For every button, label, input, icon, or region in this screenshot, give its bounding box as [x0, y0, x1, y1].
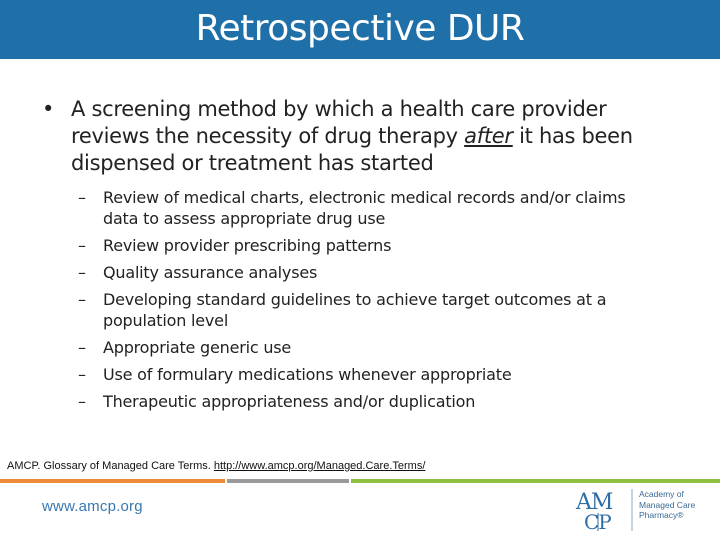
amcp-logo — [574, 487, 714, 533]
slide-title: Retrospective DUR — [195, 7, 525, 49]
footer-stripe-orange — [0, 479, 225, 483]
sub-bullet — [78, 289, 628, 331]
logo-line: Academy of — [639, 489, 684, 499]
sub-bullet — [78, 337, 628, 358]
sub-bullet — [78, 262, 628, 283]
main-bullet — [42, 96, 671, 177]
citation-text: AMCP. Glossary of Managed Care Terms. — [7, 460, 214, 472]
sub-bullet-text: Developing standard guidelines to achieve target outcomes at a population level — [103, 290, 607, 330]
dash-marker: – — [78, 236, 86, 255]
logo-mark-bottom: CP — [584, 510, 611, 533]
title-bar — [0, 0, 720, 59]
citation — [7, 460, 425, 472]
dash-marker: – — [78, 290, 86, 309]
dash-marker: – — [78, 392, 86, 411]
main-bullet-emphasis: after — [464, 124, 513, 148]
dash-marker: – — [78, 338, 86, 357]
footer-stripe-gray — [227, 479, 349, 483]
sub-bullet-text: Quality assurance analyses — [103, 263, 318, 282]
dash-marker: – — [78, 365, 86, 384]
dash-marker: – — [78, 188, 86, 207]
sub-bullet — [78, 364, 628, 385]
footer-url[interactable]: www.amcp.org — [42, 498, 143, 515]
sub-bullet — [78, 391, 628, 412]
sub-bullet-text: Therapeutic appropriateness and/or duplication — [103, 392, 476, 411]
logo-line: Pharmacy® — [639, 510, 684, 520]
main-bullet-text-end: it has been dispensed or treatment has started — [71, 124, 633, 175]
dash-marker: – — [78, 263, 86, 282]
logo-line: Managed Care — [639, 499, 696, 510]
sub-bullet-text: Review of medical charts, electronic medical records and/or claims data to assess appropriate drug use — [103, 188, 626, 228]
citation-link[interactable]: http://www.amcp.org/Managed.Care.Terms/ — [213, 460, 426, 472]
bullet-marker: • — [42, 97, 55, 121]
sub-bullet-text: Appropriate generic use — [103, 338, 292, 357]
sub-bullet-text: Use of formulary medications whenever appropriate — [103, 365, 512, 384]
sub-bullet-list — [0, 187, 720, 412]
logo-wordmark — [639, 489, 714, 521]
amcp-logo-mark — [574, 487, 636, 533]
footer-stripe-green — [351, 479, 720, 483]
main-bullet-text-start: A screening method by which a health care provider reviews the necessity of drug therapy — [71, 97, 607, 148]
sub-bullet — [78, 235, 628, 256]
logo-mark-top: AM — [576, 490, 613, 515]
sub-bullet — [78, 187, 628, 229]
slide-content — [0, 96, 720, 418]
sub-bullet-text: Review provider prescribing patterns — [103, 236, 392, 255]
